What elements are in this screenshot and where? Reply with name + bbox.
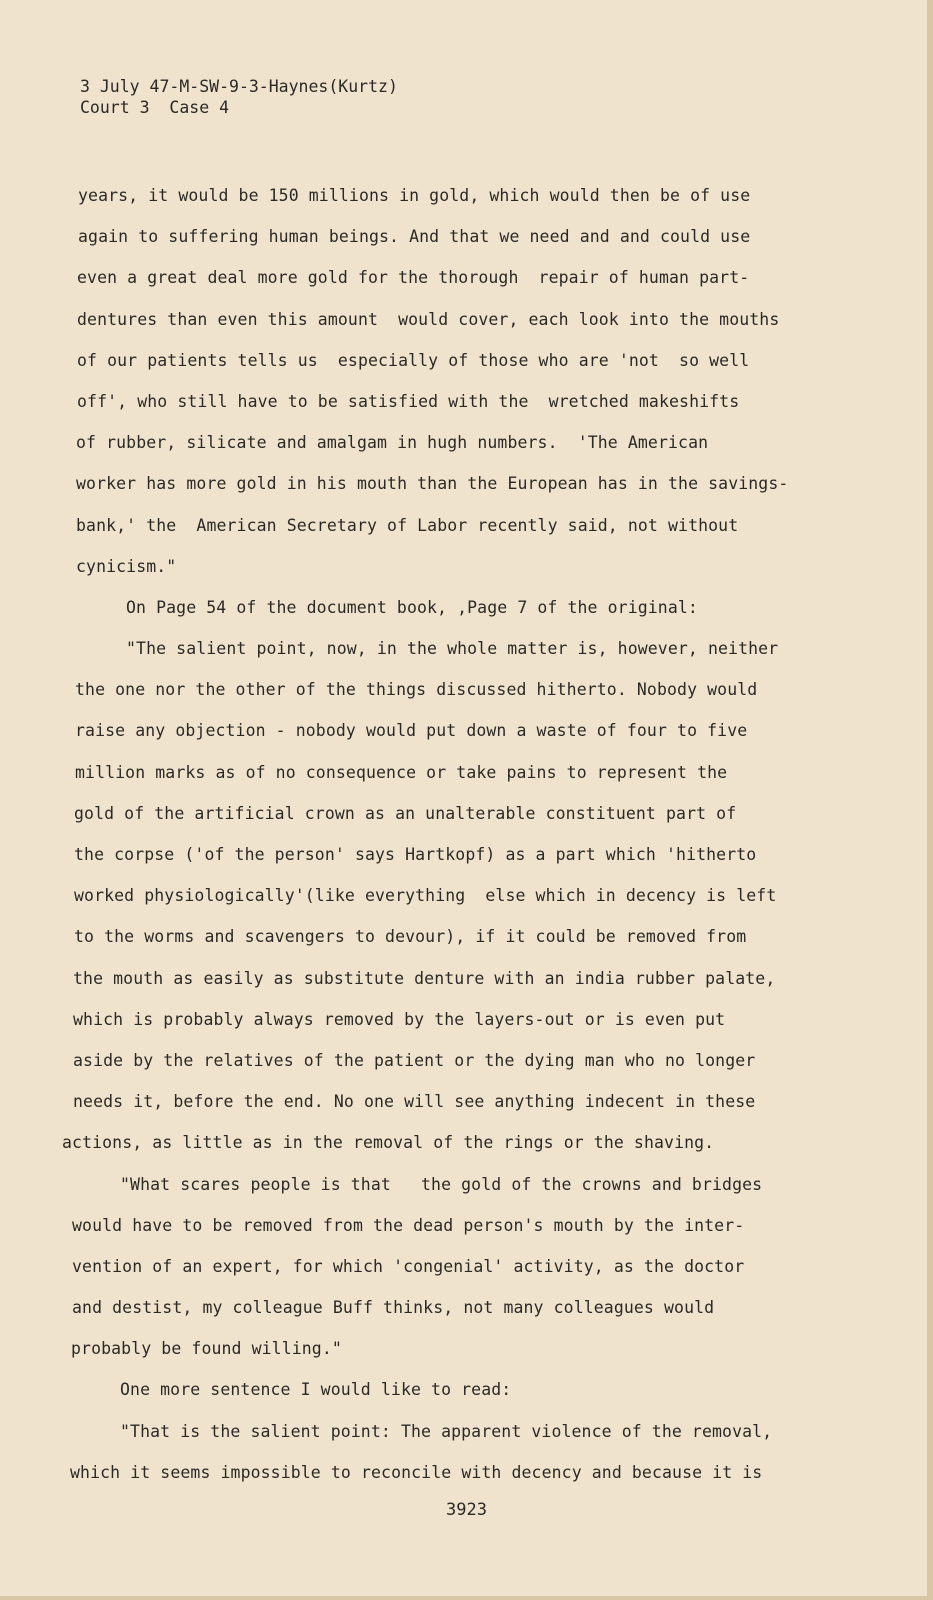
text-line: One more sentence I would like to read: xyxy=(120,1380,512,1400)
text-line: worked physiologically'(like everything else which in decency is left xyxy=(74,886,777,906)
text-line: which is probably always removed by the layers-out or is even put xyxy=(73,1009,726,1029)
text-line: the one nor the other of the things discussed hitherto. Nobody would xyxy=(75,680,758,700)
text-line: of rubber, silicate and amalgam in hugh numbers. 'The American xyxy=(76,433,709,453)
text-line: the corpse ('of the person' says Hartkopf) as a part which 'hitherto xyxy=(74,845,757,864)
text-line: again to suffering human beings. And that we need and and could use xyxy=(78,227,751,247)
text-line: bank,' the American Secretary of Labor recently said, not without xyxy=(76,515,739,535)
text-line: years, it would be 150 millions in gold, which would then be of use xyxy=(78,186,751,205)
text-line: aside by the relatives of the patient or the dying man who no longer xyxy=(73,1050,756,1070)
text-line: needs it, before the end. No one will see anything indecent in these xyxy=(73,1092,756,1112)
text-line: off', who still have to be satisfied with the wretched makeshifts xyxy=(77,391,740,411)
text-line: worker has more gold in his mouth than the European has in the savings- xyxy=(76,474,789,494)
text-line: "That is the salient point: The apparent violence of the removal, xyxy=(120,1421,773,1441)
header-court-case: Court 3 Case 4 xyxy=(80,98,230,117)
text-line: actions, as little as in the removal of the rings or the shaving. xyxy=(62,1133,715,1153)
text-line: gold of the artificial crown as an unalterable constituent part of xyxy=(74,803,737,823)
text-line: "The salient point, now, in the whole matter is, however, neither xyxy=(126,639,779,659)
text-line: raise any objection - nobody would put down a waste of four to five xyxy=(75,721,748,741)
text-line: would have to be removed from the dead person's mouth by the inter- xyxy=(72,1215,745,1235)
text-line: the mouth as easily as substitute denture with an india rubber palate, xyxy=(73,968,776,988)
text-line: even a great deal more gold for the thorough repair of human part- xyxy=(77,268,750,288)
body-text xyxy=(62,175,892,1493)
header-reference: 3 July 47-M-SW-9-3-Haynes(Kurtz) xyxy=(80,77,398,96)
text-line: million marks as of no consequence or take pains to represent the xyxy=(75,762,728,782)
text-line: to the worms and scavengers to devour), if it could be removed from xyxy=(74,927,747,947)
text-line: dentures than even this amount would cover, each look into the mouths xyxy=(77,309,780,329)
text-line: vention of an expert, for which 'congenial' activity, as the doctor xyxy=(72,1256,745,1276)
text-line: cynicism." xyxy=(76,556,177,576)
text-line: of our patients tells us especially of those who are 'not so well xyxy=(77,350,750,370)
page-number: 3923 xyxy=(446,1500,487,1520)
text-line: probably be found willing." xyxy=(71,1339,342,1359)
text-line: and destist, my colleague Buff thinks, not many colleagues would xyxy=(72,1298,715,1318)
text-line: which it seems impossible to reconcile with decency and because it is xyxy=(70,1462,763,1482)
text-line: On Page 54 of the document book, ,Page 7 of the original: xyxy=(126,597,698,617)
document-header xyxy=(80,76,398,118)
text-line: "What scares people is that the gold of the crowns and bridges xyxy=(120,1174,763,1194)
